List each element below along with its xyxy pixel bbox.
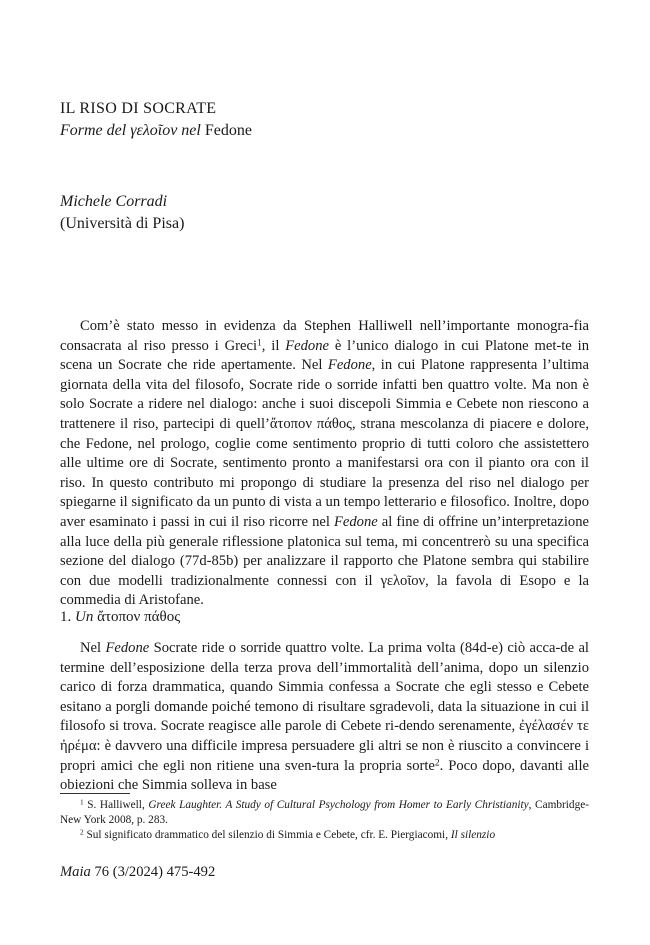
journal-citation: [60, 862, 215, 882]
footnote-1-text-b: , Cambridge-New York 2008, p. 283.: [60, 799, 589, 826]
abstract-text: [60, 317, 589, 611]
article-title: IL RISO DI SOCRATE: [60, 100, 217, 117]
section-text: [60, 639, 589, 796]
footnote-ref-2[interactable]: 2: [434, 757, 440, 768]
journal-name: Maia: [60, 864, 91, 880]
title-block: [60, 98, 580, 142]
section-heading-greek: ἄτοπον πάθος: [93, 609, 181, 625]
abstract-text-5: al fine di offrine un’interpretazione alla luce della più generale riflessione platonica sul tema, mi concentrerò su una specifica sezione del dialogo (77d-85b) per analizzare il rapporto che Platone sembra qui stabilire con due modelli tradizionalmente connessi con il γελοῖον, la favola di Esopo e la commedia di Aristofane.: [60, 513, 589, 609]
footnote-1: [60, 798, 589, 828]
footnote-2: [60, 828, 589, 843]
abstract-paragraph: [60, 317, 589, 611]
abstract-text-1: Com’è stato messo in evidenza da Stephen Halliwell nell’importante monogra-fia consacrata al riso presso i Greci: [60, 318, 589, 354]
journal-volume: 76 (3/2024) 475-492: [90, 864, 216, 880]
abstract-fedone-3: Fedone: [333, 513, 378, 530]
abstract-text-2: , il: [261, 337, 286, 354]
author-block: [60, 191, 580, 235]
section-number: 1.: [60, 609, 75, 625]
abstract-fedone-2: Fedone: [327, 357, 372, 374]
section-paragraph: [60, 639, 589, 796]
footnotes: [60, 798, 589, 843]
footnote-2-text-a: Sul significato drammatico del silenzio di Simmia e Cebete, cfr. E. Piergiacomi,: [83, 829, 451, 841]
section-heading-italic: Un: [75, 609, 94, 625]
footnote-ref-1[interactable]: 1: [257, 337, 262, 348]
article-subtitle: [60, 120, 580, 142]
footnote-1-title: Greek Laughter. A Study of Cultural Psychology from Homer to Early Christianity: [148, 799, 529, 811]
footnote-2-number: 2: [80, 827, 84, 837]
section-fedone: Fedone: [105, 640, 150, 656]
section-text-3: . Poco dopo, davanti alle obiezioni che Simmia solleva in base: [60, 757, 589, 794]
section-text-1: Nel: [80, 640, 106, 656]
abstract-text-4: , in cui Platone rappresenta l’ultima giornata della vita del filosofo, Socrate ride o sorride infatti ben quattro volte. Ma non è solo Socrate a ridere nel dialogo: anche i suoi discepoli Simmia e Cebete non riescono a trattenere il riso, partecipi di quell’ἄτοπον πάθος, strana mescolanza di piacere e dolore, che Fedone, nel prologo, coglie come sentimento proprio di tutti coloro che assistettero alle ultime ore di Socrate, sentimento pronto a manifestarsi ora con il pianto ora con il riso. In questo contributo mi propongo di studiare la presenza del riso nel dialogo per spiegarne il significato da un punto di vista a un tempo letterario e filosofico. Inoltre, dopo aver esaminato i passi in cui il riso ricorre nel: [60, 357, 589, 530]
abstract-fedone-1: Fedone: [285, 337, 329, 354]
subtitle-roman: Fedone: [200, 122, 252, 139]
section-heading: [60, 607, 180, 627]
footnote-1-text-a: S. Halliwell,: [83, 799, 149, 811]
subtitle-italic: Forme del γελοῖον nel: [60, 122, 201, 139]
abstract-text-3: è l’unico dialogo in cui Platone met-te in scena un Socrate che ride apertamente. Nel: [60, 337, 589, 374]
author-affiliation: (Università di Pisa): [60, 215, 185, 232]
author-name: Michele Corradi: [60, 193, 168, 210]
footnote-1-number: 1: [80, 797, 84, 807]
footnote-2-title: Il silenzio: [450, 829, 496, 841]
footnote-divider: [60, 793, 130, 794]
section-text-2: Socrate ride o sorride quattro volte. La prima volta (84d-e) ciò acca-de al termine dell’esposizione della terza prova dell’immortalità dell’anima, dopo un silenzio carico di forza drammatica, quando Simmia confessa a Socrate che egli stesso e Cebete esitano a porgli domande poiché temono di risultare sgradevoli, data la situazione in cui il filosofo si trova. Socrate reagisce alle parole di Cebete ri-dendo serenamente, ἐγέλασέν τε ἠρέμα: è davvero una difficile impresa persuadere gli altri se non è riuscito a convincere i propri amici che egli non ritiene una sven-tura la propria sorte: [60, 640, 589, 774]
